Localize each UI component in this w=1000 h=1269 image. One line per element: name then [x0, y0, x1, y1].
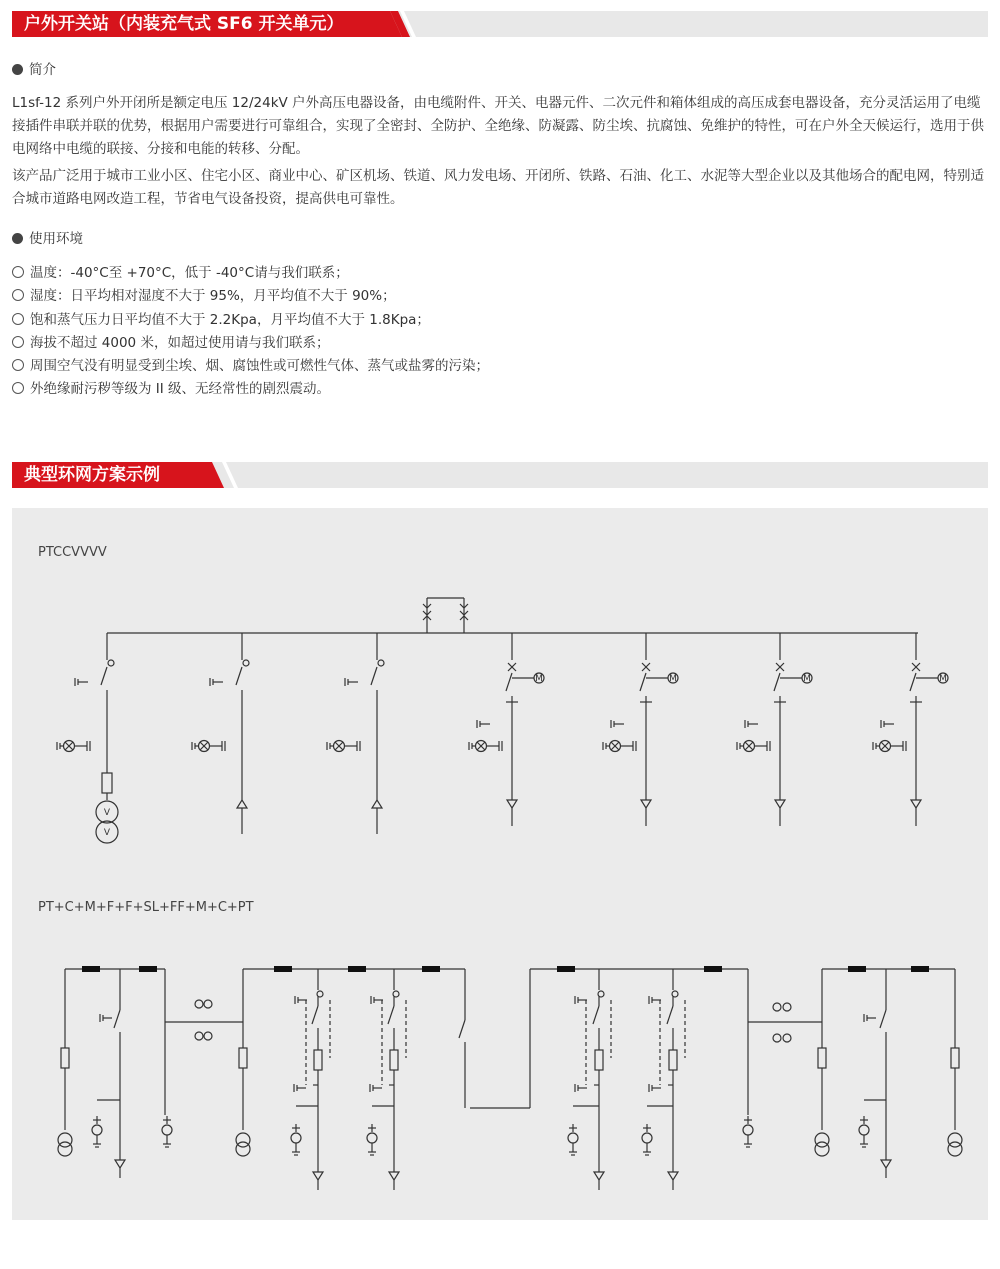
load-switch-blade [667, 1006, 673, 1024]
cable-termination-icon [313, 1172, 323, 1180]
list-item: 海拔不超过 4000 米，如超过使用请与我们联系； [12, 332, 489, 355]
cable-termination-icon [775, 800, 785, 808]
load-switch-blade [236, 667, 242, 685]
breaker-blade [506, 673, 512, 691]
cable-termination-icon [668, 1172, 678, 1180]
circle-bullet-icon [12, 336, 24, 348]
breaker-blade [774, 673, 780, 691]
cable-termination-icon [594, 1172, 604, 1180]
voltage-transformer-label: V [103, 828, 111, 838]
voltage-transformer-icon [815, 1133, 829, 1147]
circle-bullet-icon [12, 359, 24, 371]
plug-connector-icon [773, 1034, 781, 1042]
cable-termination-icon [372, 800, 382, 808]
env-list [12, 262, 489, 402]
load-switch-blade [371, 667, 377, 685]
indicator-lamp-icon [92, 1125, 102, 1135]
cable-termination-icon [237, 800, 247, 808]
breaker-blade [640, 673, 646, 691]
load-switch-blade [388, 1006, 394, 1024]
indicator-lamp-icon [162, 1125, 172, 1135]
circle-bullet-icon [12, 266, 24, 278]
busbar-connector-icon [422, 966, 440, 972]
load-switch-blade [459, 1020, 465, 1038]
fuse-icon [102, 773, 112, 793]
indicator-lamp-icon [743, 1125, 753, 1135]
cable-termination-icon [641, 800, 651, 808]
banner-slash-icon [378, 11, 418, 37]
circle-bullet-icon [12, 289, 24, 301]
env-heading: 使用环境 [12, 227, 83, 247]
voltage-transformer-icon [236, 1133, 250, 1147]
fuse-icon [669, 1050, 677, 1070]
fuse-icon [390, 1050, 398, 1070]
cable-termination-icon [881, 1160, 891, 1168]
switch-contact-icon [243, 660, 249, 666]
indicator-lamp-icon [642, 1133, 652, 1143]
diagram2-label: PT+C+M+F+F+SL+FF+M+C+PT [38, 900, 254, 915]
busbar-connector-icon [911, 966, 929, 972]
busbar-connector-icon [348, 966, 366, 972]
indicator-lamp-icon [367, 1133, 377, 1143]
plug-connector-icon [783, 1034, 791, 1042]
voltage-transformer-icon [948, 1133, 962, 1147]
cable-termination-icon [911, 800, 921, 808]
plug-connector-icon [204, 1000, 212, 1008]
load-switch-blade [312, 1006, 318, 1024]
voltage-transformer-icon [948, 1142, 962, 1156]
fuse-icon [239, 1048, 247, 1068]
plug-connector-icon [204, 1032, 212, 1040]
load-switch-blade [114, 1010, 120, 1028]
voltage-transformer-label: V [103, 808, 111, 818]
cable-termination-icon [507, 800, 517, 808]
intro-paragraph-1: L1sf-12 系列户外开闭所是额定电压 12/24kV 户外高压电器设备，由电缆附件、开关、电器元件、二次元件和箱体组成的高压成套电器设备，充分灵活运用了电缆接插件串联并联的优势，根据用户需要进行可靠组合，实现了全密封、全防护、全绝缘、防凝露、防尘埃、抗腐蚀、免维护的特性，可在户外全天候运行，选用于供电网络中电缆的联接、分接和电能的转移、分配。 [12, 95, 984, 157]
fuse-icon [61, 1048, 69, 1068]
switch-contact-icon [108, 660, 114, 666]
switch-contact-icon [378, 660, 384, 666]
load-switch-blade [593, 1006, 599, 1024]
voltage-transformer-icon [58, 1133, 72, 1147]
busbar-connector-icon [82, 966, 100, 972]
indicator-lamp-icon [859, 1125, 869, 1135]
intro-heading: 简介 [12, 58, 56, 78]
busbar-connector-icon [274, 966, 292, 972]
fuse-icon [951, 1048, 959, 1068]
motor-label: M [803, 674, 811, 684]
bullet-dot-icon [12, 233, 23, 244]
busbar-connector-icon [139, 966, 157, 972]
motor-label: M [939, 674, 947, 684]
voltage-transformer-icon [815, 1142, 829, 1156]
section-title: 典型环网方案示例 [12, 462, 212, 488]
voltage-transformer-icon [236, 1142, 250, 1156]
cable-termination-icon [389, 1172, 399, 1180]
single-line-diagram [12, 508, 988, 1220]
list-item: 湿度：日平均相对湿度不大于 95%，月平均值不大于 90%； [12, 285, 489, 308]
fuse-icon [818, 1048, 826, 1068]
busbar-connector-icon [848, 966, 866, 972]
load-switch-blade [101, 667, 107, 685]
plug-connector-icon [195, 1032, 203, 1040]
breaker-blade [910, 673, 916, 691]
motor-label: M [669, 674, 677, 684]
circle-bullet-icon [12, 382, 24, 394]
plug-connector-icon [773, 1003, 781, 1011]
diagram-panel [12, 508, 988, 1220]
voltage-transformer-icon [58, 1142, 72, 1156]
fuse-icon [595, 1050, 603, 1070]
motor-label: M [535, 674, 543, 684]
circle-bullet-icon [12, 313, 24, 325]
bullet-dot-icon [12, 64, 23, 75]
section-banner-outdoor-station [12, 11, 988, 37]
banner-slash-icon [200, 462, 240, 488]
plug-connector-icon [783, 1003, 791, 1011]
diagram1-label: PTCCVVVV [38, 545, 107, 560]
list-item: 周围空气没有明显受到尘埃、烟、腐蚀性或可燃性气体、蒸气或盐雾的污染； [12, 355, 489, 378]
intro-paragraph-2: 该产品广泛用于城市工业小区、住宅小区、商业中心、矿区机场、铁道、风力发电场、开闭所、铁路、石油、化工、水泥等大型企业以及其他场合的配电网，特别适合城市道路电网改造工程，节省电气设备投资，提高供电可靠性。 [12, 168, 984, 207]
cable-termination-icon [115, 1160, 125, 1168]
busbar-connector-icon [704, 966, 722, 972]
indicator-lamp-icon [291, 1133, 301, 1143]
list-item: 外绝缘耐污秽等级为 II 级、无经常性的剧烈震动。 [12, 378, 489, 401]
load-switch-blade [880, 1010, 886, 1028]
fuse-icon [314, 1050, 322, 1070]
indicator-lamp-icon [568, 1133, 578, 1143]
section-banner-ring-network [12, 462, 988, 488]
plug-connector-icon [195, 1000, 203, 1008]
list-item: 温度：-40°C至 +70°C，低于 -40°C请与我们联系； [12, 262, 489, 285]
busbar-connector-icon [557, 966, 575, 972]
list-item: 饱和蒸气压力日平均值不大于 2.2Kpa，月平均值不大于 1.8Kpa； [12, 309, 489, 332]
section-title: 户外开关站（内装充气式 SF6 开关单元） [12, 11, 390, 37]
